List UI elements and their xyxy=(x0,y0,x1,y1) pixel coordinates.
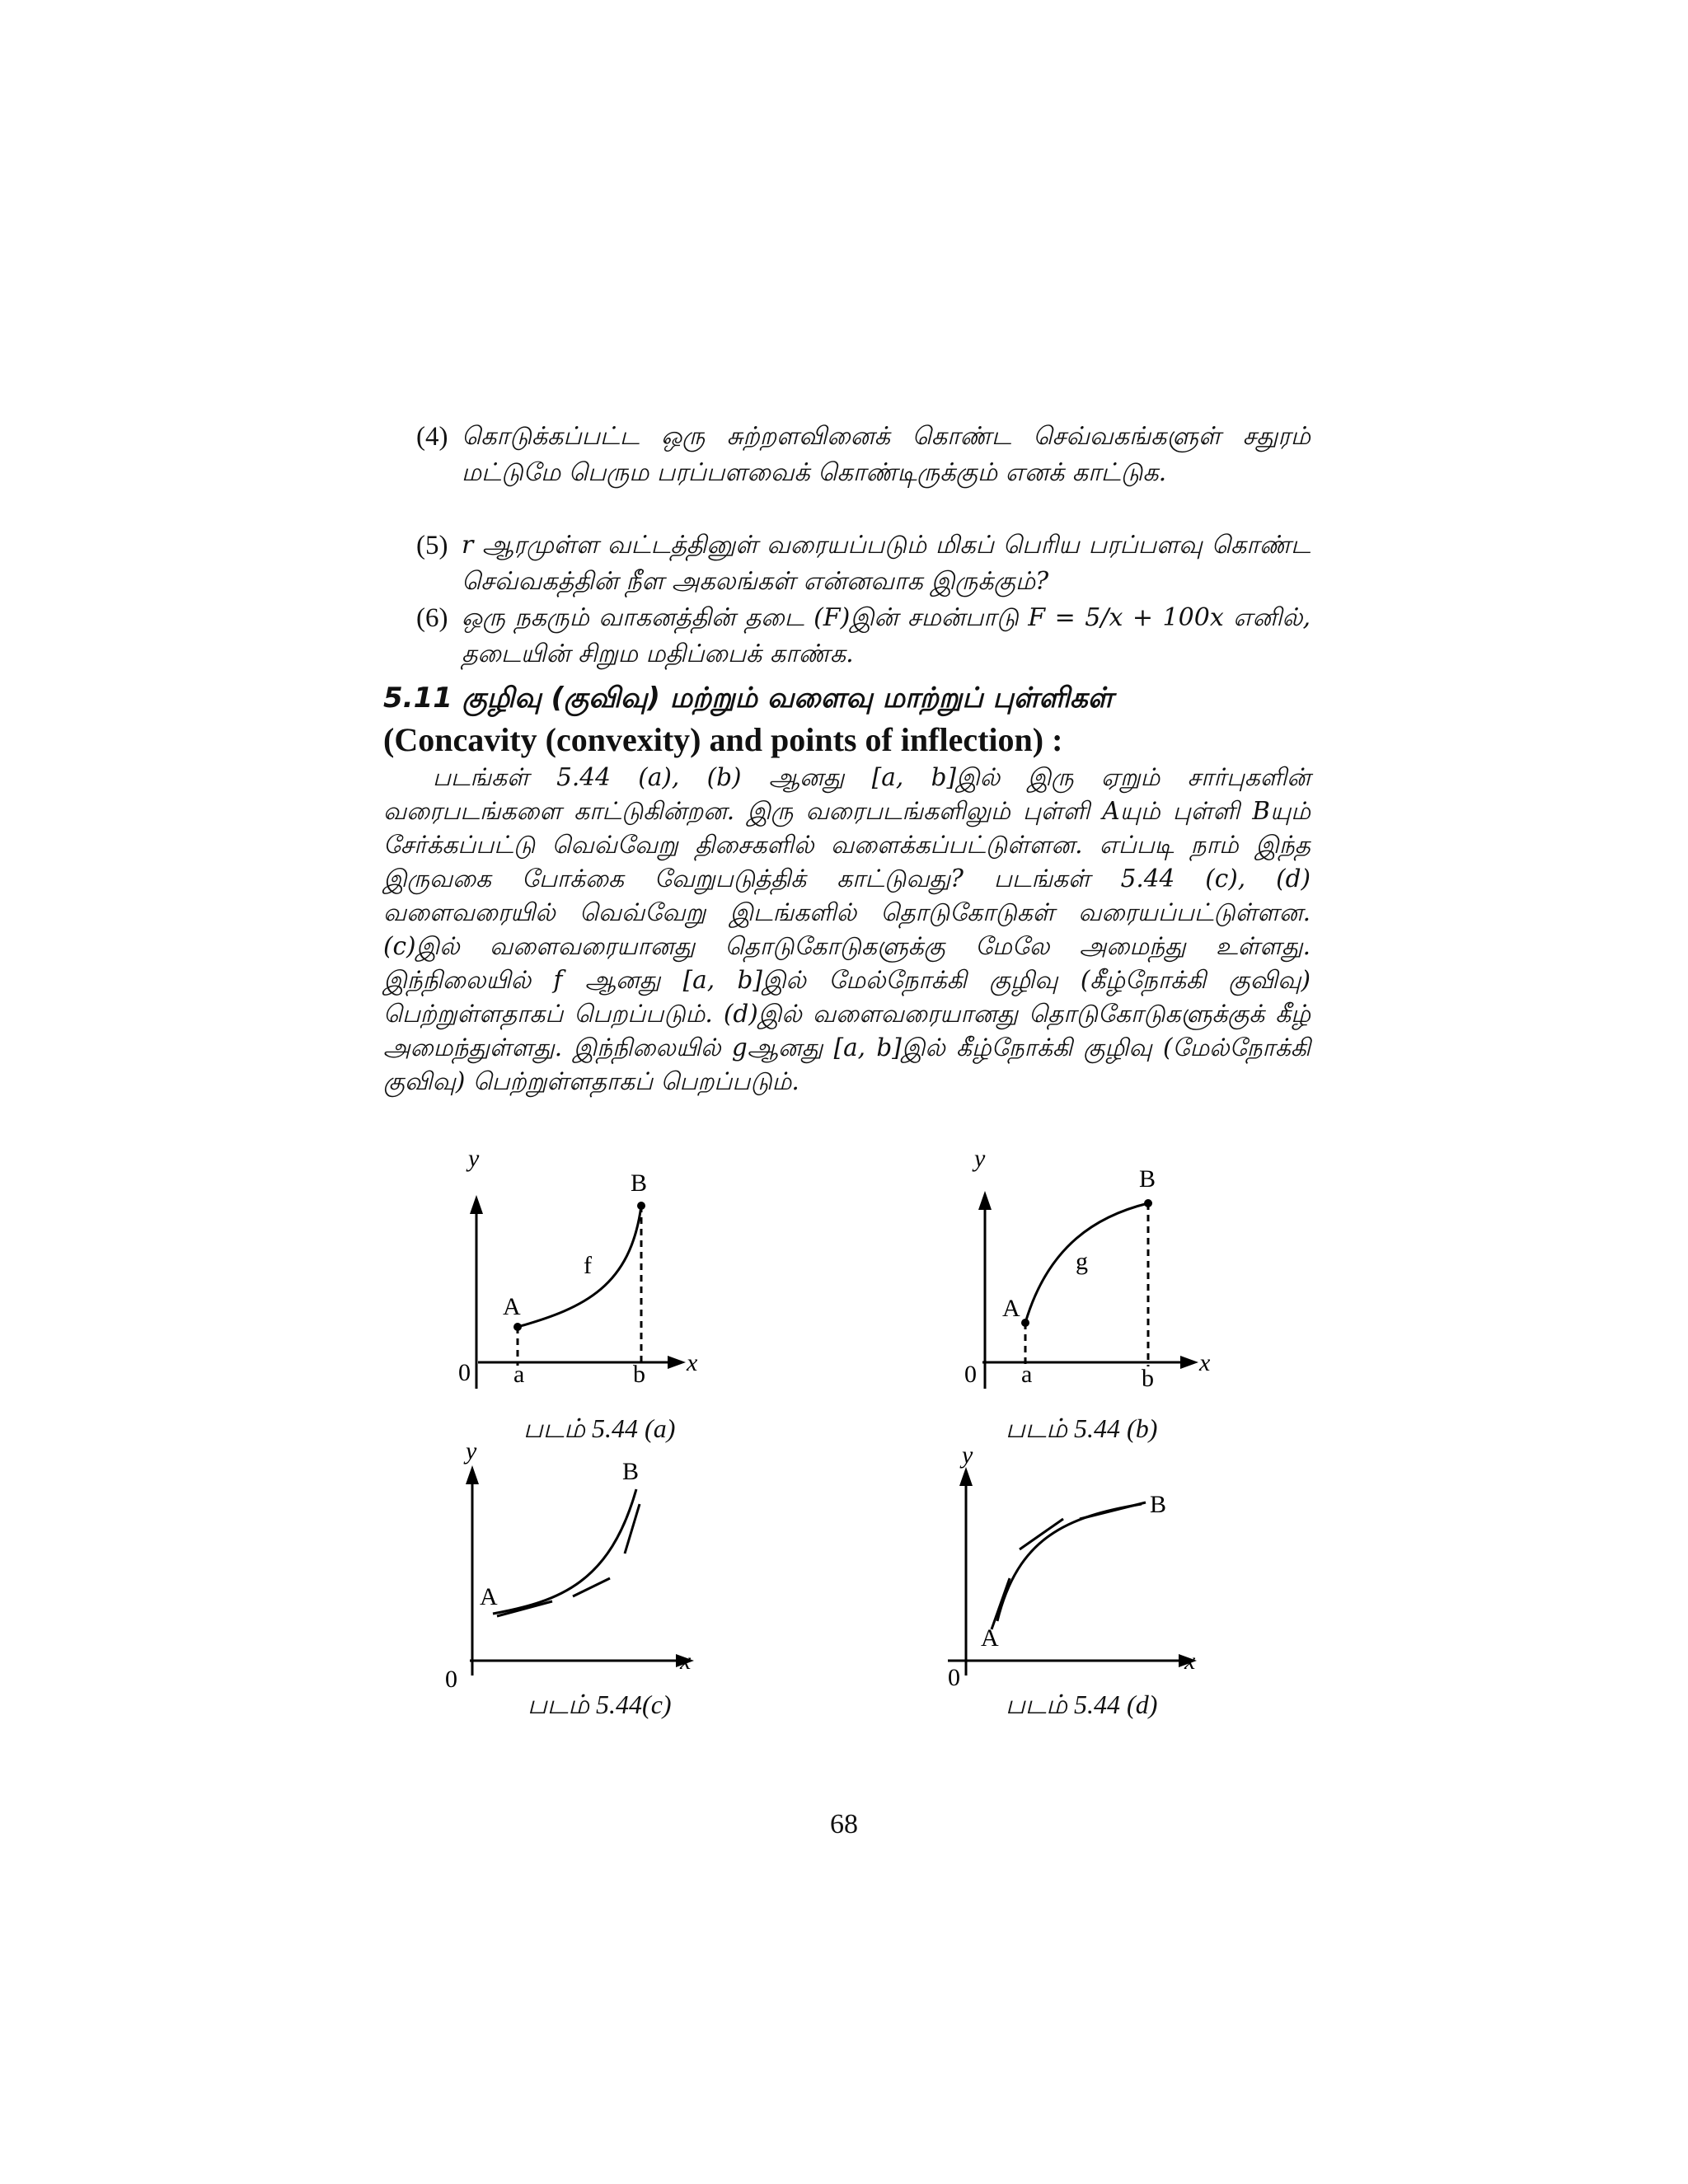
figure-d-caption: படம் 5.44 (d) xyxy=(1006,1690,1158,1719)
origin-label: 0 xyxy=(948,1664,960,1691)
x-label: x xyxy=(680,1647,692,1675)
figure-b-graph xyxy=(950,1146,1221,1409)
figure-d-graph xyxy=(927,1441,1207,1694)
figure-5-44-c xyxy=(445,1437,709,1694)
question-text: r ஆரமுள்ள வட்டத்தினுள் வரையப்படும் மிகப் பெரிய பரப்பளவு கொண்ட செவ்வகத்தின் நீள அகலங்கள் என்னவாக இருக்கும்? xyxy=(462,531,1311,596)
concave-down-curve xyxy=(997,1504,1142,1621)
origin-label: 0 xyxy=(458,1359,471,1386)
curve-label: f xyxy=(584,1252,592,1279)
figure-b-caption: படம் 5.44 (b) xyxy=(1006,1413,1158,1443)
y-label: y xyxy=(974,1145,986,1172)
tick-b-label: b xyxy=(633,1361,645,1388)
point-a-label: A xyxy=(981,1624,999,1652)
y-axis-arrow xyxy=(466,1465,479,1484)
point-a-label: A xyxy=(503,1293,521,1320)
figure-c-graph xyxy=(445,1437,709,1694)
figure-a-caption: படம் 5.44 (a) xyxy=(523,1413,676,1443)
tangent-3 xyxy=(625,1504,640,1554)
x-axis-arrow xyxy=(668,1356,686,1369)
curve-f xyxy=(518,1206,641,1327)
point-b-label: B xyxy=(1139,1165,1156,1193)
question-number: (6) xyxy=(416,603,448,633)
tick-b-label: b xyxy=(1142,1365,1154,1392)
page-number: 68 xyxy=(830,1809,858,1840)
y-axis-arrow xyxy=(959,1467,973,1486)
point-a-label: A xyxy=(480,1583,498,1610)
point-b-dot xyxy=(1144,1199,1152,1207)
question-number: (4) xyxy=(416,422,448,452)
section-paragraph: படங்கள் 5.44 (a), (b) ஆனது [a, b]இல் இரு ஏறும் சார்புகளின் வரைபடங்களை காட்டுகின்றன. இரு வரைபடங்களிலும் புள்ளி Aயும் புள்ளி Bயும் சேர்க்கப்பட்டு வெவ்வேறு திசைகளில் வளைக்கப்பட்டுள்ளன. எப்படி நாம் இந்த இருவகை போக்கை வேறுபடுத்திக் காட்டுவது? படங்கள் 5.44 (c), (d) வளைவரையில் வெவ்வேறு இடங்களில் தொடுகோடுகள் வரையப்பட்டுள்ளன. (c)இல் வளைவரையானது தொடுகோடுகளுக்கு மேலே அமைந்து உள்ளது. இந்நிலையில் f ஆனது [a, b]இல் மேல்நோக்கி குழிவு (கீழ்நோக்கி குவிவு) பெற்றுள்ளதாகப் பெறப்படும். (d)இல் வளைவரையானது தொடுகோடுகளுக்குக் கீழ் அமைந்துள்ளது. இந்நிலையில் gஆனது [a, b]இல் கீழ்நோக்கி குழிவு (மேல்நோக்கி குவிவு) பெற்றுள்ளதாகப் பெறப்படும். xyxy=(383,763,1311,1095)
question-number: (5) xyxy=(416,531,448,560)
point-b-label: B xyxy=(622,1458,640,1485)
y-label: y xyxy=(962,1441,973,1469)
point-a-dot xyxy=(513,1323,522,1331)
curve-label: g xyxy=(1076,1248,1088,1275)
figure-c-caption: படம் 5.44(c) xyxy=(528,1690,672,1719)
y-label: y xyxy=(468,1145,480,1172)
point-b-label: B xyxy=(631,1169,648,1197)
figure-5-44-a xyxy=(445,1145,709,1413)
x-label: x xyxy=(1184,1647,1196,1675)
section-heading: 5.11 குழிவு (குவிவு) மற்றும் வளைவு மாற்றுப் புள்ளிகள் xyxy=(383,682,1114,715)
question-6 xyxy=(416,600,1311,673)
figure-5-44-b xyxy=(950,1146,1221,1409)
figure-a-graph xyxy=(445,1145,709,1413)
x-label: x xyxy=(1199,1349,1211,1376)
x-label: x xyxy=(687,1349,698,1376)
y-label: y xyxy=(466,1437,477,1465)
tangent-1 xyxy=(497,1601,552,1616)
tangent-3 xyxy=(1080,1502,1146,1519)
origin-label: 0 xyxy=(964,1361,977,1388)
section-subheading: (Concavity (convexity) and points of inflection) : xyxy=(383,721,1063,758)
question-4 xyxy=(416,419,1311,491)
question-5 xyxy=(416,527,1311,600)
tangent-2 xyxy=(573,1578,610,1596)
point-a-dot xyxy=(1021,1319,1029,1327)
x-axis-arrow xyxy=(1180,1356,1198,1369)
tangent-2 xyxy=(1020,1519,1063,1549)
point-b-dot xyxy=(637,1202,645,1210)
tick-a-label: a xyxy=(1021,1361,1033,1388)
y-axis-arrow xyxy=(978,1191,992,1210)
y-axis-arrow xyxy=(470,1195,483,1214)
concave-up-curve xyxy=(493,1489,636,1614)
question-text: கொடுக்கப்பட்ட ஒரு சுற்றளவினைக் கொண்ட செவ்வகங்களுள் சதுரம் மட்டுமே பெரும பரப்பளவைக் கொண்டிருக்கும் எனக் காட்டுக. xyxy=(462,422,1311,487)
figure-5-44-d xyxy=(927,1441,1207,1694)
tick-a-label: a xyxy=(513,1361,525,1388)
tangent-1 xyxy=(992,1578,1010,1629)
origin-label: 0 xyxy=(445,1666,457,1693)
point-b-label: B xyxy=(1150,1491,1167,1518)
point-a-label: A xyxy=(1002,1295,1020,1322)
question-text: ஒரு நகரும் வாகனத்தின் தடை (F)இன் சமன்பாடு F = 5/x + 100x எனில், தடையின் சிறும மதிப்பைக் காண்க. xyxy=(462,603,1311,668)
